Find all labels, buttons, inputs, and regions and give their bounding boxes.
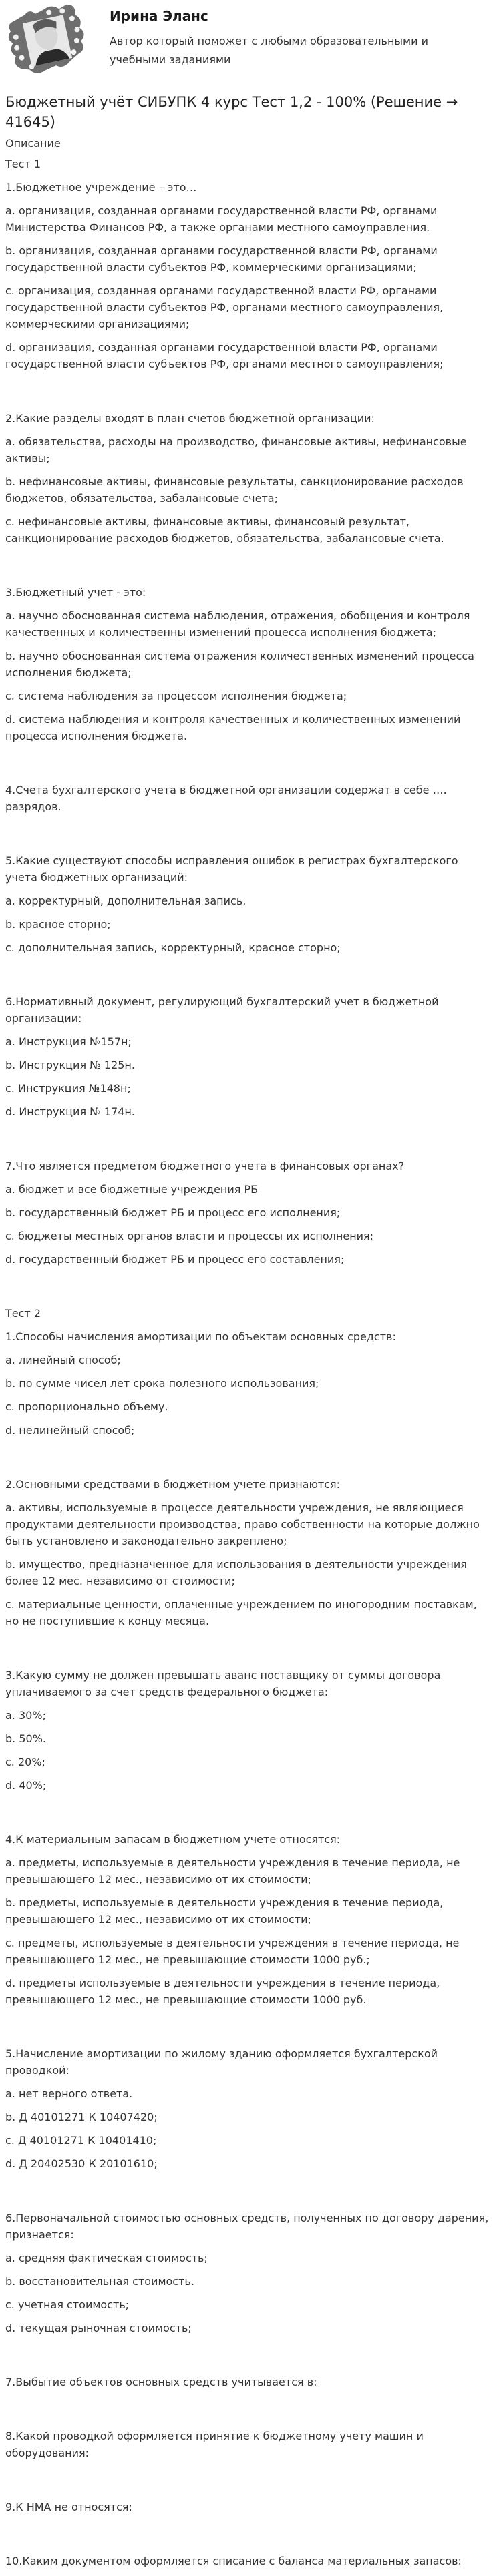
answer-option: a. бюджет и все бюджетные учреждения РБ xyxy=(5,1183,259,1196)
spacer xyxy=(5,2397,489,2428)
question-text: 6.Первоначальной стоимостью основных средств, полученных по договору дарения, признается: xyxy=(5,2212,489,2241)
question-text: 5.Начисление амортизации по жилому зданию оформляется бухгалтерской проводкой: xyxy=(5,2047,438,2077)
answer-option: a. предметы, используемые в деятельности учреждения в течение периода, не превышающего 12 мес., независимо от их стоимости; xyxy=(5,1856,460,1886)
question-text: 7.Выбытие объектов основных средств учитывается в: xyxy=(5,2376,317,2388)
question-block xyxy=(5,179,489,372)
test-label: Тест 1 xyxy=(5,158,41,170)
answer-option: d. текущая рыночная стоимость; xyxy=(5,2322,192,2334)
author-bio: Автор который поможет с любыми образовательными и учебными заданиями xyxy=(110,35,428,66)
answer-option: a. организация, созданная органами государственной власти РФ, органами Министерства Финансов РФ, а также органами местного самоуправления. xyxy=(5,204,438,234)
question-block xyxy=(5,1157,489,1268)
answer-option: a. Инструкция №157н; xyxy=(5,1035,132,1048)
answer-option: c. учетная стоимость; xyxy=(5,2298,130,2311)
answer-option: a. научно обоснованная система наблюдения, отражения, обобщения и контроля качественных и количественны изменений процесса исполнения бюджета; xyxy=(5,609,470,639)
answer-option: a. средняя фактическая стоимость; xyxy=(5,2252,208,2264)
question-text: 1.Бюджетное учреждение – это… xyxy=(5,181,197,194)
answer-option: c. предметы, используемые в деятельности учреждения в течение периода, не превышающего 12 мес., не превышающие стоимости 1000 руб.; xyxy=(5,1937,460,1966)
answer-option: c. пропорционально объему. xyxy=(5,1400,168,1413)
answer-option: c. материальные ценности, оплаченные учреждением по иногородним поставкам, но не поступившие к концу месяца. xyxy=(5,1598,477,1627)
question-text: 8.Какой проводкой оформляется принятие к бюджетному учету машин и оборудования: xyxy=(5,2430,424,2459)
question-text: 2.Основными средствами в бюджетном учете признаются: xyxy=(5,1478,341,1491)
question-block xyxy=(5,1476,489,1629)
answer-option: b. научно обоснованная система отражения количественных изменений процесса исполнения бюджета; xyxy=(5,650,474,679)
author-header xyxy=(0,0,501,92)
answer-option: a. нет верного ответа. xyxy=(5,2087,133,2100)
spacer xyxy=(5,1800,489,1831)
answer-option: b. Инструкция № 125н. xyxy=(5,1059,135,1071)
spacer xyxy=(5,379,489,410)
spacer xyxy=(5,2343,489,2374)
answer-option: d. предметы используемые в деятельности учреждения в течение периода, превышающего 12 мес., не превышающие стоимости 1000 руб. xyxy=(5,1977,440,2006)
answer-option: d. система наблюдения и контроля качественных и количественных изменений процесса исполнения бюджета. xyxy=(5,713,461,742)
answer-option: b. по сумме чисел лет срока полезного использования; xyxy=(5,1377,319,1390)
spacer xyxy=(5,1445,489,1476)
answer-option: c. нефинансовые активы, финансовые активы, финансовый результат, санкционирование расходов бюджетов, обязательства, забалансовые счета. xyxy=(5,515,444,545)
author-avatar-icon[interactable] xyxy=(4,4,91,77)
question-block xyxy=(5,1328,489,1439)
answer-option: c. система наблюдения за процессом исполнения бюджета; xyxy=(5,690,347,702)
question-block xyxy=(5,410,489,547)
question-text: 2.Какие разделы входят в план счетов бюджетной организации: xyxy=(5,412,375,425)
answer-option: c. дополнительная запись, корректурный, красное сторно; xyxy=(5,941,341,954)
answer-option: b. имущество, предназначенное для использования в деятельности учреждения более 12 мес. независимо от стоимости; xyxy=(5,1558,467,1587)
answer-option: d. Д 20402530 К 20101610; xyxy=(5,2157,158,2170)
question-block xyxy=(5,2428,489,2461)
answer-option: a. активы, используемые в процессе деятельности учреждения, не являющиеся продуктами деятельности производства, право собственности на которые должно быть установлено и законодательно закреплено; xyxy=(5,1501,480,1547)
question-text: 1.Способы начисления амортизации по объектам основных средств: xyxy=(5,1330,396,1343)
answer-option: a. обязательства, расходы на производство, финансовые активы, нефинансовые активы; xyxy=(5,435,467,465)
question-block xyxy=(5,2499,489,2515)
question-block xyxy=(5,1667,489,1794)
spacer xyxy=(5,2015,489,2045)
spacer xyxy=(5,2522,489,2553)
answer-option: c. организация, созданная органами государственной власти РФ, органами государственной власти субъектов РФ, органами местного самоуправления, коммерческими организациями; xyxy=(5,284,444,330)
question-text: 4.К материальным запасам в бюджетном учете относятся: xyxy=(5,1833,341,1846)
answer-option: b. предметы, используемые в деятельности учреждения в течение периода, превышающего 12 мес., независимо от их стоимости; xyxy=(5,1896,444,1926)
question-block xyxy=(5,852,489,956)
answer-option: c. 20%; xyxy=(5,1756,45,1768)
answer-option: b. Д 40101271 К 10407420; xyxy=(5,2111,158,2123)
question-block xyxy=(5,993,489,1120)
question-block xyxy=(5,1831,489,2008)
answer-option: c. бюджеты местных органов власти и процессы их исполнения; xyxy=(5,1230,374,1242)
spacer xyxy=(5,1274,489,1305)
answer-option: c. Инструкция №148н; xyxy=(5,1082,131,1095)
spacer xyxy=(5,751,489,782)
question-block xyxy=(5,782,489,815)
spacer xyxy=(5,822,489,852)
question-text: 4.Счета бухгалтерского учета в бюджетной организации содержат в себе …. разрядов. xyxy=(5,784,447,813)
spacer xyxy=(5,1127,489,1157)
question-block xyxy=(5,2045,489,2172)
answer-option: a. линейный способ; xyxy=(5,1354,121,1366)
spacer xyxy=(5,2468,489,2499)
answer-option: d. нелинейный способ; xyxy=(5,1424,135,1437)
answer-option: b. восстановительная стоимость. xyxy=(5,2275,194,2288)
answer-option: c. Д 40101271 К 10401410; xyxy=(5,2134,157,2147)
test-label: Тест 2 xyxy=(5,1307,41,1320)
answer-option: d. 40%; xyxy=(5,1779,47,1792)
document-title: Бюджетный учёт СИБУПК 4 курс Тест 1,2 - 100% (Решение → 41645) xyxy=(5,94,458,130)
question-block xyxy=(5,2374,489,2390)
answer-option: b. государственный бюджет РБ и процесс его исполнения; xyxy=(5,1206,341,1219)
question-text: 5.Какие существуют способы исправления ошибок в регистрах бухгалтерского учета бюджетных организаций: xyxy=(5,854,458,884)
spacer xyxy=(5,963,489,993)
question-block xyxy=(5,584,489,744)
author-name[interactable]: Ирина Эланс xyxy=(110,8,208,24)
spacer xyxy=(5,1636,489,1667)
answer-option: b. нефинансовые активы, финансовые результаты, санкционирование расходов бюджетов, обязательства, забалансовые счета; xyxy=(5,475,464,505)
answer-option: d. государственный бюджет РБ и процесс его составления; xyxy=(5,1253,345,1266)
answer-option: a. корректурный, дополнительная запись. xyxy=(5,894,246,907)
answer-option: a. 30%; xyxy=(5,1709,46,1722)
answer-option: b. 50%. xyxy=(5,1732,46,1745)
answer-option: d. организация, созданная органами государственной власти РФ, органами государственной власти субъектов РФ, органами местного самоуправления; xyxy=(5,341,444,370)
answer-option: d. Инструкция № 174н. xyxy=(5,1105,135,1118)
description-label: Описание xyxy=(5,137,61,150)
question-text: 10.Каким документом оформляется списание с баланса материальных запасов: xyxy=(5,2555,462,2567)
answer-option: b. организация, созданная органами государственной власти РФ, органами государственной власти субъектов РФ, коммерческими организациями; xyxy=(5,244,438,274)
question-block xyxy=(5,2553,489,2569)
spacer xyxy=(5,2179,489,2210)
document-content xyxy=(0,132,494,2569)
question-text: 6.Нормативный документ, регулирующий бухгалтерский учет в бюджетной организации: xyxy=(5,995,439,1025)
spacer xyxy=(5,553,489,584)
question-text: 9.К НМА не относятся: xyxy=(5,2501,132,2513)
question-text: 3.Бюджетный учет - это: xyxy=(5,586,146,599)
question-text: 7.Что является предметом бюджетного учета в финансовых органах? xyxy=(5,1160,405,1172)
question-text: 3.Какую сумму не должен превышать аванс поставщику от суммы договора уплачиваемого за счет средств федерального бюджета: xyxy=(5,1669,441,1698)
question-block xyxy=(5,2210,489,2336)
answer-option: b. красное сторно; xyxy=(5,918,111,931)
